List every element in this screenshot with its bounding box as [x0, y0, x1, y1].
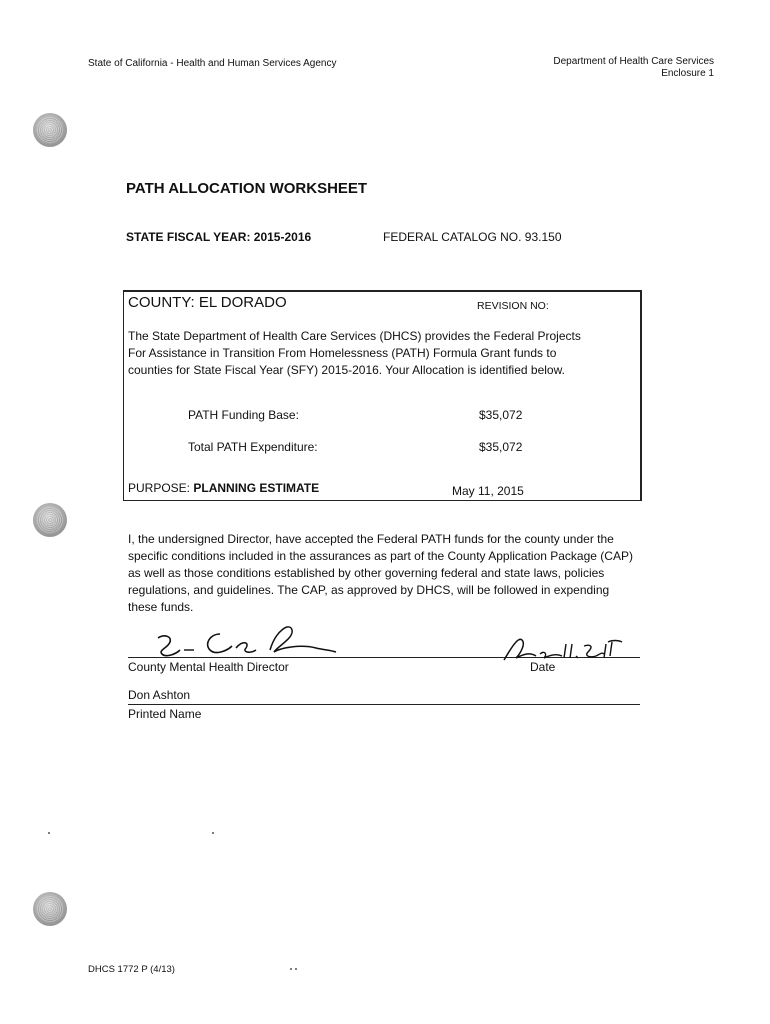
- revision-number-label: REVISION NO:: [477, 300, 549, 312]
- acceptance-line: I, the undersigned Director, have accepted the Federal PATH funds for the county under the: [128, 532, 614, 546]
- director-label: County Mental Health Director: [128, 660, 289, 674]
- intro-line: For Assistance in Transition From Homelessness (PATH) Formula Grant funds to: [128, 346, 557, 360]
- printed-name-label: Printed Name: [128, 707, 202, 721]
- scan-speck: [48, 832, 50, 834]
- funding-base-label: PATH Funding Base:: [188, 408, 299, 422]
- department-name: Department of Health Care Services: [553, 56, 714, 67]
- form-number: DHCS 1772 P (4/13): [88, 964, 175, 975]
- scan-speck: [295, 968, 297, 970]
- director-signature: [140, 620, 340, 662]
- scan-speck: [290, 968, 292, 970]
- printed-name: Don Ashton: [128, 688, 191, 702]
- agency-header: State of California - Health and Human Services Agency: [88, 58, 337, 69]
- acceptance-line: these funds.: [128, 600, 194, 614]
- purpose-label: PURPOSE:: [128, 481, 191, 495]
- total-expenditure-label: Total PATH Expenditure:: [188, 440, 318, 454]
- printed-name-line: [128, 704, 640, 705]
- purpose: [128, 481, 319, 495]
- funding-base-value: $35,072: [479, 408, 523, 422]
- acceptance-line: regulations, and guidelines. The CAP, as approved by DHCS, will be followed in expending: [128, 583, 610, 597]
- enclosure-label: Enclosure 1: [661, 68, 714, 79]
- county-name: COUNTY: EL DORADO: [128, 294, 287, 311]
- punch-hole-icon: [33, 113, 67, 147]
- allocation-intro: [128, 328, 628, 379]
- fiscal-year: STATE FISCAL YEAR: 2015-2016: [126, 230, 312, 244]
- purpose-date: May 11, 2015: [452, 484, 524, 498]
- total-expenditure-value: $35,072: [479, 440, 523, 454]
- allocation-box: [123, 290, 642, 501]
- handwritten-date: [500, 630, 630, 664]
- punch-hole-icon: [33, 892, 67, 926]
- scan-speck: [212, 832, 214, 834]
- punch-hole-icon: [33, 503, 67, 537]
- intro-line: counties for State Fiscal Year (SFY) 2015-2016. Your Allocation is identified below.: [128, 363, 565, 377]
- federal-catalog-number: FEDERAL CATALOG NO. 93.150: [383, 230, 562, 244]
- intro-line: The State Department of Health Care Services (DHCS) provides the Federal Projects: [128, 329, 581, 343]
- purpose-value: PLANNING ESTIMATE: [193, 481, 320, 495]
- acceptance-line: as well as those conditions established by other governing federal and state laws, policies: [128, 566, 605, 580]
- department-header: [553, 56, 714, 80]
- acceptance-statement: [128, 531, 648, 616]
- date-label: Date: [530, 660, 556, 674]
- page-title: PATH ALLOCATION WORKSHEET: [126, 180, 368, 197]
- acceptance-line: specific conditions included in the assurances as part of the County Application Package (CAP): [128, 549, 633, 563]
